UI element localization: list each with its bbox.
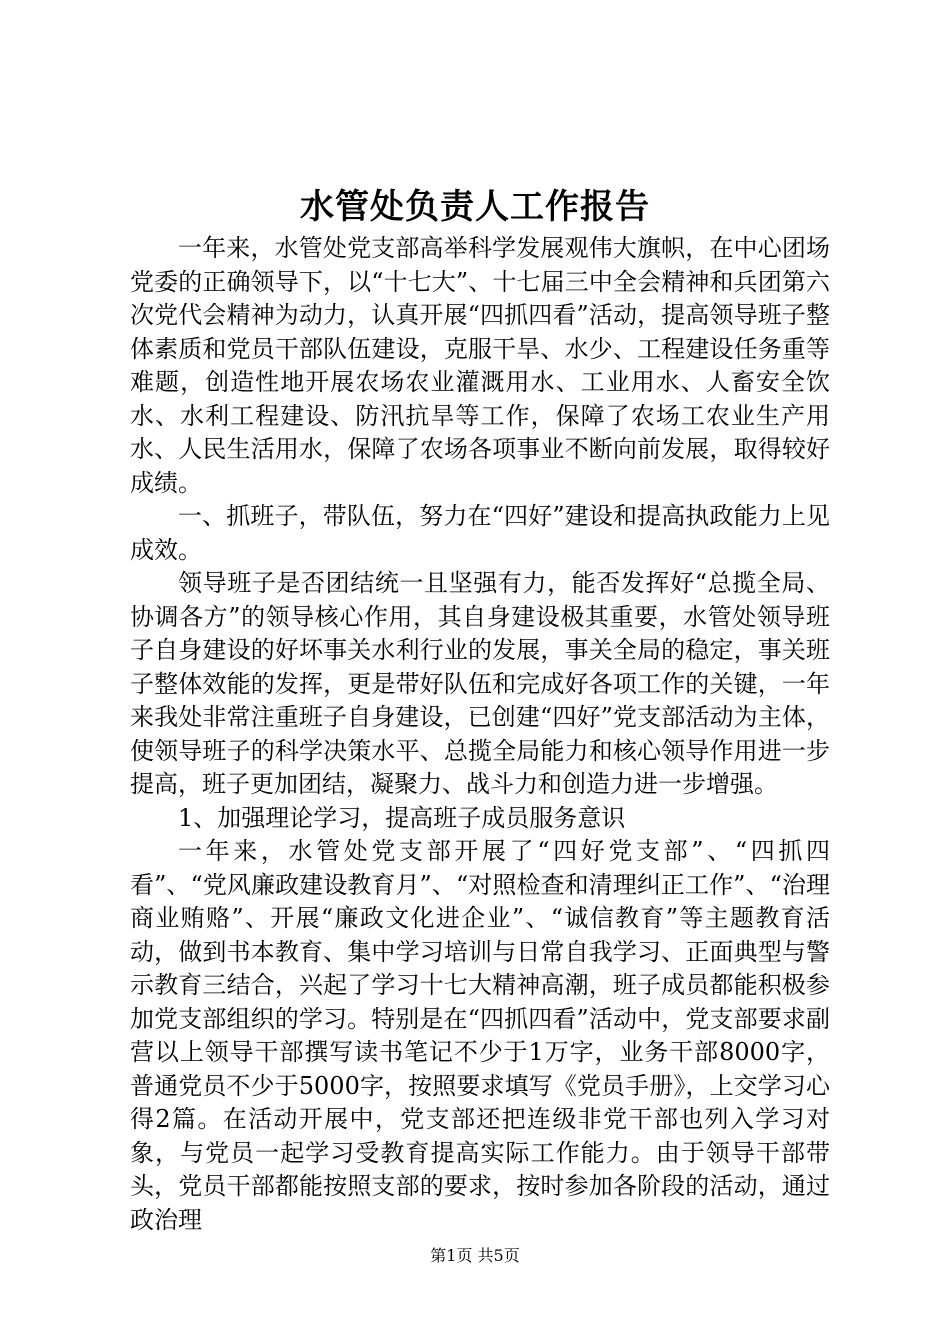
paragraph-section-heading: 一、抓班子，带队伍，努力在“四好”建设和提高执政能力上见成效。 bbox=[130, 502, 830, 564]
paragraph-subheading: 1、加强理论学习，提高班子成员服务意识 bbox=[178, 803, 626, 832]
paragraph-intro: 一年来，水管处党支部高举科学发展观伟大旗帜，在中心团场党委的正确领导下，以“十七大”、十七届三中全会精神和兵团第六次党代会精神为动力，认真开展“四抓四看”活动，提高领导班子整体素质和党员干部队伍建设，克服干旱、水少、工程建设任务重等难题，创造性地开展农场农业灌溉用水、工业用水、人畜安全饮水、水利工程建设、防汛抗旱等工作，保障了农场工农业生产用水、人民生活用水，保障了农场各项事业不断向前发展，取得较好成绩。 bbox=[130, 234, 830, 497]
document-title: 水管处负责人工作报告 bbox=[300, 187, 650, 227]
document-body bbox=[130, 232, 830, 1237]
page-footer: 第1页 共5页 bbox=[430, 1246, 520, 1265]
paragraph-study: 一年来，水管处党支部开展了“四好党支部”、“四抓四看”、“党风廉政建设教育月”、“对照检查和清理纠正工作”、“治理商业贿赂”、开展“廉政文化进企业”、“诚信教育”等主题教育活动，做到书本教育、集中学习培训与日常自我学习、正面典型与警示教育三结合，兴起了学习十七大精神高潮，班子成员都能积极参加党支部组织的学习。特别是在“四抓四看”活动中，党支部要求副营以上领导干部撰写读书笔记不少于1万字，业务干部8000字，普通党员不少于5000字，按照要求填写《党员手册》，上交学习心得2篇。在活动开展中，党支部还把连级非党干部也列入学习对象，与党员一起学习受教育提高实际工作能力。由于领导干部带头，党员干部都能按照支部的要求，按时参加各阶段的活动，通过政治理 bbox=[130, 837, 830, 1234]
paragraph-leadership: 领导班子是否团结统一且坚强有力，能否发挥好“总揽全局、协调各方”的领导核心作用，其自身建设极其重要，水管处领导班子自身建设的好坏事关水利行业的发展，事关全局的稳定，事关班子整体效能的发挥，更是带好队伍和完成好各项工作的关键，一年来我处非常注重班子自身建设，已创建“四好”党支部活动为主体，使领导班子的科学决策水平、总揽全局能力和核心领导作用进一步提高，班子更加团结，凝聚力、战斗力和创造力进一步增强。 bbox=[130, 569, 830, 798]
